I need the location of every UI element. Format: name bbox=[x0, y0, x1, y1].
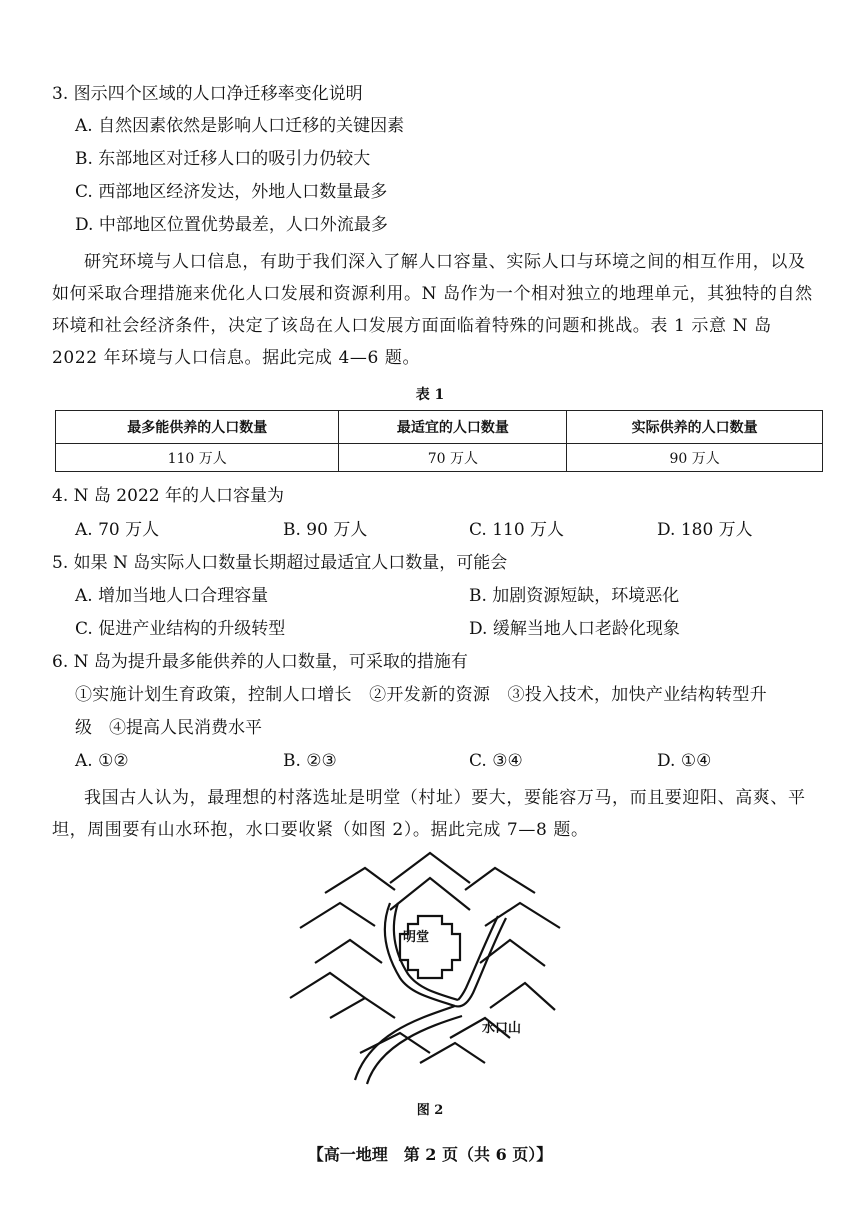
mountain-peak bbox=[490, 983, 555, 1010]
q3-option-c: C. 西部地区经济发达，外地人口数量最多 bbox=[75, 182, 388, 202]
table-caption: 表 1 bbox=[415, 387, 445, 403]
mountain-peak bbox=[360, 1033, 430, 1053]
page-footer: 【高一地理 第 2 页（共 6 页）】 bbox=[307, 1145, 553, 1164]
q5-option-b: B. 加剧资源短缺，环境恶化 bbox=[469, 586, 680, 606]
intro-paragraph-2: 我国古人认为，最理想的村落选址是明堂（村址）要大，要能容万马，而且要迎阳、高爽、平坦，周围要有山水环抱，水口要收紧（如图 2）。据此完成 7—8 题。 bbox=[52, 788, 806, 840]
mountain-peak bbox=[325, 868, 395, 893]
table-value-max: 110 万人 bbox=[56, 444, 339, 472]
q6-statements-line1: ①实施计划生育政策，控制人口增长 ②开发新的资源 ③投入技术，加快产业结构转型升 bbox=[75, 685, 767, 705]
q5-option-a: A. 增加当地人口合理容量 bbox=[75, 586, 269, 606]
intro-paragraph-1: 研究环境与人口信息，有助于我们深入了解人口容量、实际人口与环境之间的相互作用，以及如何采取合理措施来优化人口发展和资源利用。N 岛作为一个相对独立的地理单元，其独特的自然环境和社会经济条件，决定了该岛在人口发展方面面临着特殊的问题和挑战。表 1 示意 N 岛 2022 年环境与人口信息。据此完成 4—6 题。 bbox=[52, 252, 813, 368]
river-right bbox=[458, 916, 498, 1000]
mountain-peak bbox=[485, 903, 560, 928]
q6-stem: 6. N 岛为提升最多能供养的人口数量，可采取的措施有 bbox=[52, 652, 468, 672]
q4-option-b: B. 90 万人 bbox=[283, 520, 368, 540]
table-header-actual: 实际供养的人口数量 bbox=[567, 411, 823, 444]
table-header-max: 最多能供养的人口数量 bbox=[56, 411, 339, 444]
q5-stem: 5. 如果 N 岛实际人口数量长期超过最适宜人口数量，可能会 bbox=[52, 553, 508, 573]
mountain-peak bbox=[390, 878, 470, 910]
mountain-peak bbox=[290, 973, 365, 998]
q6-option-d: D. ①④ bbox=[657, 751, 712, 771]
figure-caption: 图 2 bbox=[416, 1103, 444, 1118]
table-value-optimal: 70 万人 bbox=[339, 444, 567, 472]
river-left bbox=[394, 903, 458, 1000]
site-label: 明堂 bbox=[403, 930, 430, 945]
table-header-optimal: 最适宜的人口数量 bbox=[339, 411, 567, 444]
mountain-peak bbox=[315, 940, 382, 963]
q3-stem: 3. 图示四个区域的人口净迁移率变化说明 bbox=[52, 84, 363, 104]
river-outlet bbox=[367, 1016, 462, 1084]
q6-option-c: C. ③④ bbox=[469, 751, 523, 771]
q3-option-b: B. 东部地区对迁移人口的吸引力仍较大 bbox=[75, 149, 371, 169]
q3-option-a: A. 自然因素依然是影响人口迁移的关键因素 bbox=[75, 116, 405, 136]
q4-option-c: C. 110 万人 bbox=[469, 520, 565, 540]
mountain-peak bbox=[465, 868, 535, 893]
mountain-peak bbox=[300, 903, 375, 928]
q3-option-d: D. 中部地区位置优势最差，人口外流最多 bbox=[75, 215, 388, 235]
mountain-peak bbox=[330, 998, 395, 1018]
info-table bbox=[55, 410, 823, 472]
village-site-diagram bbox=[270, 848, 570, 1088]
table-value-actual: 90 万人 bbox=[567, 444, 823, 472]
q5-option-c: C. 促进产业结构的升级转型 bbox=[75, 619, 286, 639]
q6-option-a: A. ①② bbox=[75, 751, 129, 771]
outlet-hill-label: 水口山 bbox=[482, 1021, 522, 1036]
q4-option-d: D. 180 万人 bbox=[657, 520, 753, 540]
q6-statements-line2: 级 ④提高人民消费水平 bbox=[75, 718, 262, 738]
q6-option-b: B. ②③ bbox=[283, 751, 337, 771]
q5-option-d: D. 缓解当地人口老龄化现象 bbox=[469, 619, 680, 639]
river-outlet bbox=[355, 1006, 455, 1080]
q4-option-a: A. 70 万人 bbox=[75, 520, 160, 540]
q4-stem: 4. N 岛 2022 年的人口容量为 bbox=[52, 486, 284, 506]
